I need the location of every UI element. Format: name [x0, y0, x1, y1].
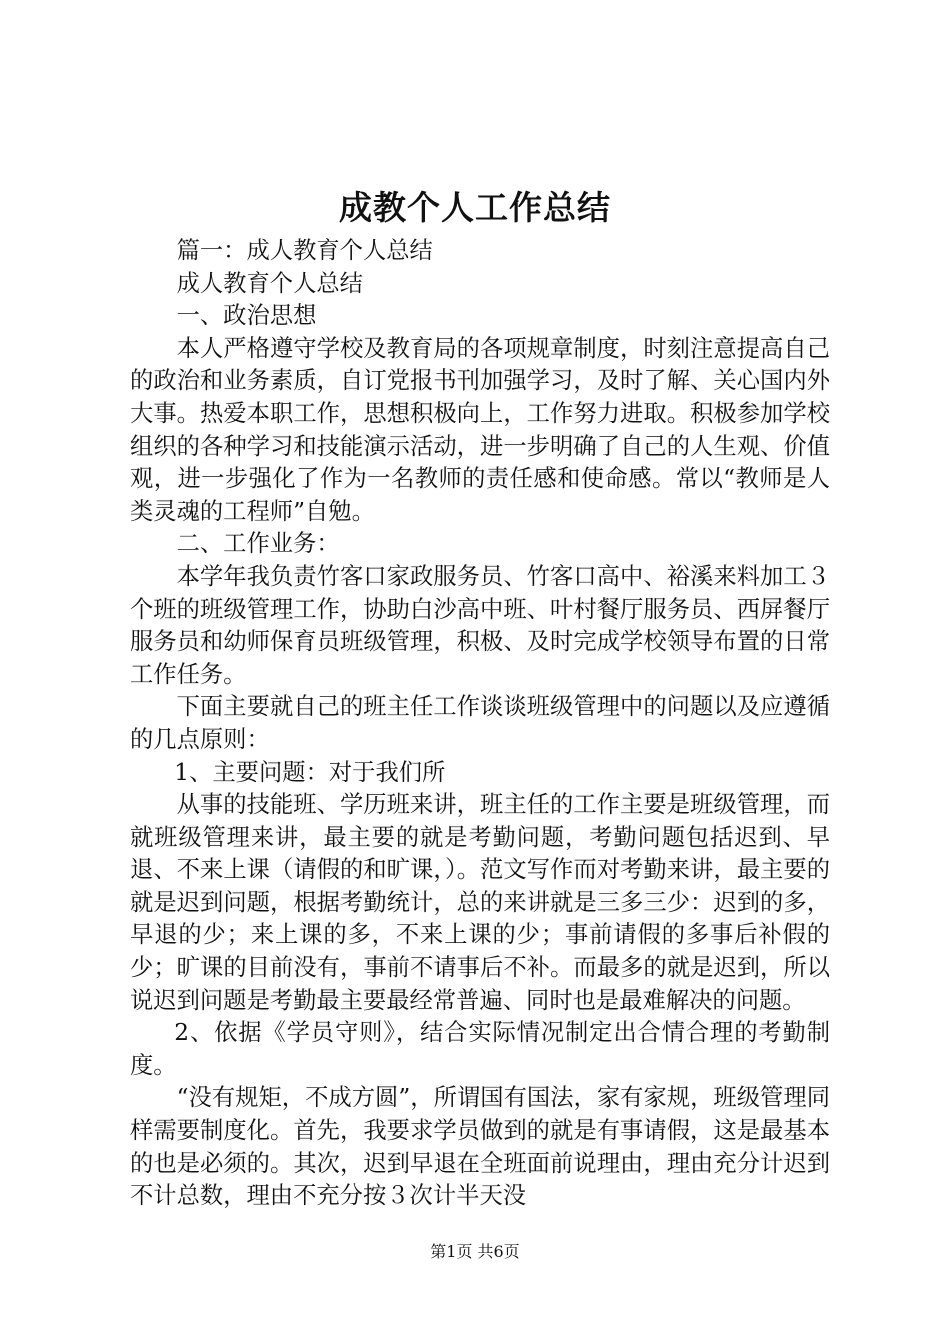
paragraph: “没有规矩，不成方圆”，所谓国有国法，家有家规，班级管理同样需要制度化。首先，我要求学员做到的就是有事请假，这是最基本的也是必须的。其次，迟到早退在全班面前说理由，理由充分计迟到不计总数，理由不充分按３次计半天没	[130, 1084, 830, 1210]
numbered-paragraph: 2、依据《学员守则》，结合实际情况制定出合情合理的考勤制度。	[130, 1019, 830, 1079]
paragraph: 本人严格遵守学校及教育局的各项规章制度，时刻注意提高自己的政治和业务素质，自订党报书刊加强学习，及时了解、关心国内外大事。热爱本职工作，思想积极向上，工作努力进取。积极参加学校组织的各种学习和技能演示活动，进一步明确了自己的人生观、价值观，进一步强化了作为一名教师的责任感和使命感。常以“教师是人类灵魂的工程师”自勉。	[130, 334, 830, 525]
paragraph: 从事的技能班、学历班来讲，班主任的工作主要是班级管理，而就班级管理来讲，最主要的就是考勤问题，考勤问题包括迟到、早退、不来上课（请假的和旷课，）。范文写作而对考勤来讲，最主要的就是迟到问题，根据考勤统计，总的来讲就是三多三少：迟到的多，早退的少；来上课的多，不来上课的少；事前请假的多事后补假的少；旷课的目前没有，事前不请事后不补。而最多的就是迟到，所以说迟到问题是考勤最主要最经常普遍、同时也是最难解决的问题。	[130, 791, 830, 1014]
section-heading: 一、政治思想	[176, 302, 317, 330]
section-heading: 二、工作业务：	[176, 530, 340, 558]
page-footer: 第1页 共6页	[430, 1242, 520, 1261]
document-body	[130, 235, 830, 1213]
numbered-heading: 1、主要问题：对于我们所	[174, 758, 446, 786]
section-heading: 篇一：成人教育个人总结	[176, 237, 433, 264]
subtitle: 成人教育个人总结	[176, 269, 363, 297]
paragraph: 下面主要就自己的班主任工作谈谈班级管理中的问题以及应遵循的几点原则：	[130, 693, 830, 753]
paragraph: 本学年我负责竹客口家政服务员、竹客口高中、裕溪来料加工３个班的班级管理工作，协助白沙高中班、叶村餐厅服务员、西屏餐厅服务员和幼师保育员班级管理，积极、及时完成学校领导布置的日常工作任务。	[130, 562, 830, 688]
document-title: 成教个人工作总结	[339, 188, 611, 227]
